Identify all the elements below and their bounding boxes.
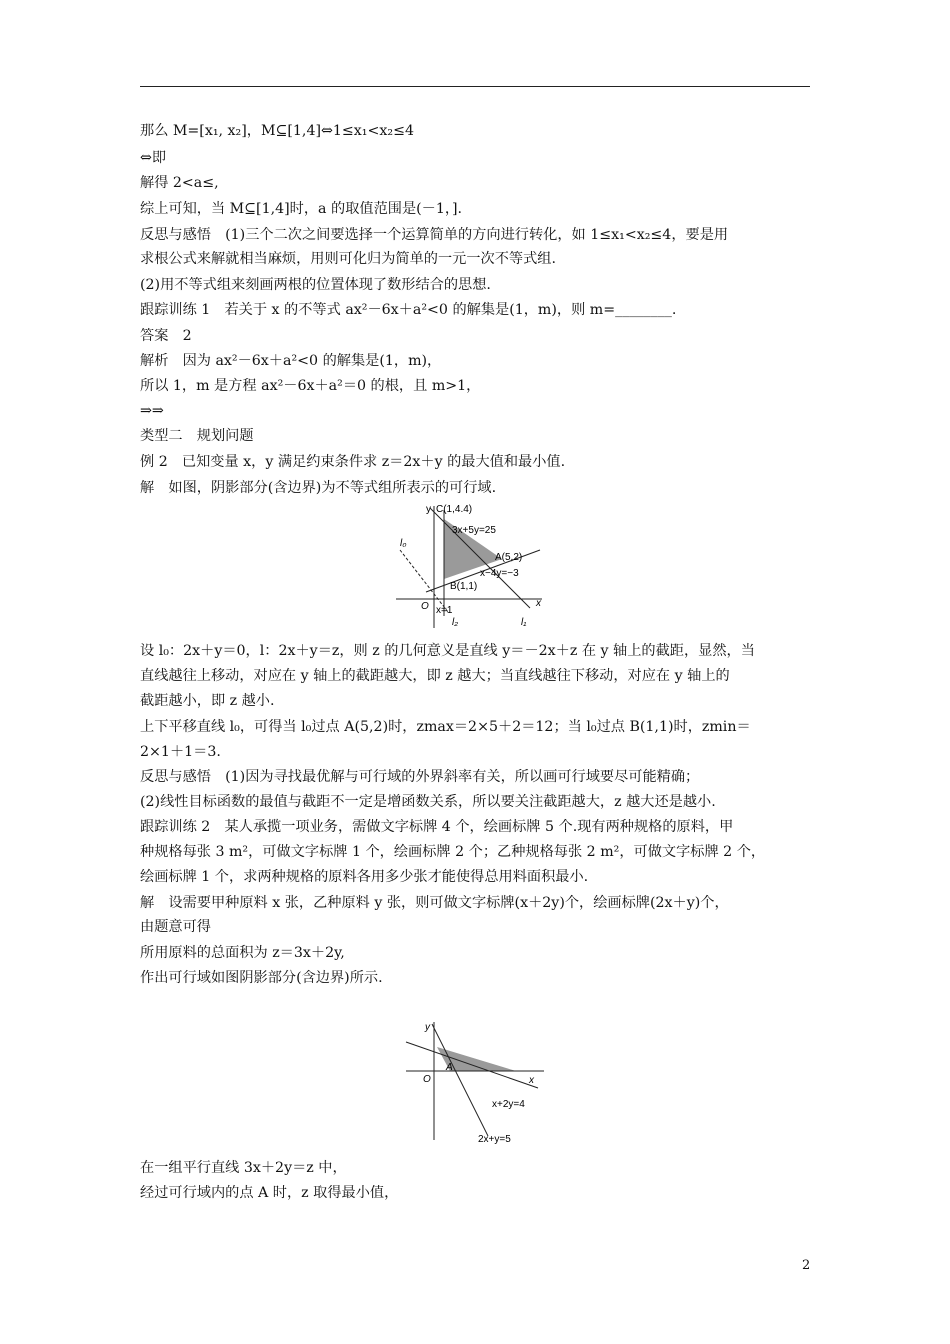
origin-label: O	[421, 601, 429, 612]
point-a-label: A	[446, 1062, 453, 1073]
text-line: 由题意可得	[140, 919, 211, 935]
y-axis-label: y	[425, 1022, 430, 1033]
text-line: 设 l₀：2x＋y＝0，l：2x＋y＝z，则 z 的几何意义是直线 y＝－2x＋z 在 y 轴上的截距，显然，当	[140, 643, 755, 659]
text-line: 解 设需要甲种原料 x 张，乙种原料 y 张，则可做文字标牌(x＋2y)个，绘画标牌(2x＋y)个，	[140, 895, 729, 911]
feasible-region-figure-2	[400, 1016, 550, 1151]
text-line: ⇒⇒	[140, 403, 164, 419]
feasible-region-figure-1	[390, 500, 550, 630]
text-line: 那么 M=[x₁, x₂]，M⊆[1,4]⇔1≤x₁<x₂≤4	[140, 123, 414, 139]
text-line: 解 如图，阴影部分(含边界)为不等式组所表示的可行域.	[140, 480, 497, 496]
line-eq-label: x=1	[436, 605, 453, 616]
text-line: 上下平移直线 l₀，可得当 l₀过点 A(5,2)时，zmax＝2×5＋2＝12；当 l₀过点 B(1,1)时，zmin＝	[140, 719, 751, 735]
point-b-label: B(1,1)	[450, 581, 478, 592]
text-line: 求根公式来解就相当麻烦，用则可化归为简单的一元一次不等式组.	[140, 251, 556, 267]
text-line: 答案 2	[140, 328, 192, 344]
line-l1-label: l₁	[521, 617, 527, 628]
x-axis-label: x	[529, 1075, 534, 1086]
text-line: 截距越小，即 z 越小.	[140, 693, 275, 709]
text-line: 类型二 规划问题	[140, 428, 254, 444]
text-line: 绘画标牌 1 个，求两种规格的原料各用多少张才能使得总用料面积最小.	[140, 869, 589, 885]
text-line: 解得 2<a≤,	[140, 175, 219, 191]
text-line: 跟踪训练 1 若关于 x 的不等式 ax²－6x＋a²<0 的解集是(1，m)，则 m=________.	[140, 302, 677, 318]
text-line: ⇔即	[140, 150, 167, 166]
header-rule	[140, 86, 810, 87]
text-line: 在一组平行直线 3x＋2y＝z 中，	[140, 1160, 347, 1176]
text-line: 2×1＋1＝3.	[140, 744, 221, 760]
text-line: (2)线性目标函数的最值与截距不一定是增函数关系，所以要关注截距越大，z 越大还是越小.	[140, 794, 716, 810]
text-line: 例 2 已知变量 x，y 满足约束条件求 z＝2x＋y 的最大值和最小值.	[140, 454, 566, 470]
line-eq-label: 2x+y=5	[478, 1134, 511, 1145]
text-line: 反思与感悟 (1)因为寻找最优解与可行域的外界斜率有关，所以画可行域要尽可能精确；	[140, 769, 700, 785]
line-l2-label: l₂	[452, 617, 459, 628]
x-axis-label: x	[536, 598, 541, 609]
line-eq-label: 3x+5y=25	[452, 525, 496, 536]
text-line: 解析 因为 ax²－6x＋a²<0 的解集是(1，m)，	[140, 353, 442, 369]
point-a-label: A(5,2)	[495, 552, 523, 563]
text-line: (2)用不等式组来刻画两根的位置体现了数形结合的思想.	[140, 277, 491, 293]
line-eq-label: x−4y=−3	[480, 568, 519, 579]
y-axis-label: y	[426, 504, 431, 515]
point-c-label: C(1,4.4)	[436, 504, 473, 515]
page-number: 2	[802, 1258, 811, 1273]
text-line: 种规格每张 3 m²，可做文字标牌 1 个，绘画标牌 2 个；乙种规格每张 2 m²，可做文字标牌 2 个，	[140, 844, 766, 860]
text-line: 所用原料的总面积为 z＝3x＋2y,	[140, 945, 345, 961]
text-line: 作出可行域如图阴影部分(含边界)所示.	[140, 970, 383, 986]
line-eq-label: x+2y=4	[492, 1099, 525, 1110]
text-line: 反思与感悟 (1)三个二次之间要选择一个运算简单的方向进行转化，如 1≤x₁<x₂≤4，要是用	[140, 227, 729, 243]
text-line: 经过可行域内的点 A 时，z 取得最小值，	[140, 1185, 399, 1201]
origin-label: O	[423, 1074, 431, 1085]
text-line: 所以 1，m 是方程 ax²－6x＋a²＝0 的根，且 m>1，	[140, 378, 481, 394]
text-line: 跟踪训练 2 某人承揽一项业务，需做文字标牌 4 个，绘画标牌 5 个.现有两种规格的原料，甲	[140, 819, 734, 835]
line-l0-label: l₀	[400, 538, 407, 549]
text-line: 直线越往上移动，对应在 y 轴上的截距越大，即 z 越大；当直线越往下移动，对应在 y 轴上的	[140, 668, 730, 684]
text-line: 综上可知，当 M⊆[1,4]时，a 的取值范围是(－1，].	[140, 201, 463, 217]
